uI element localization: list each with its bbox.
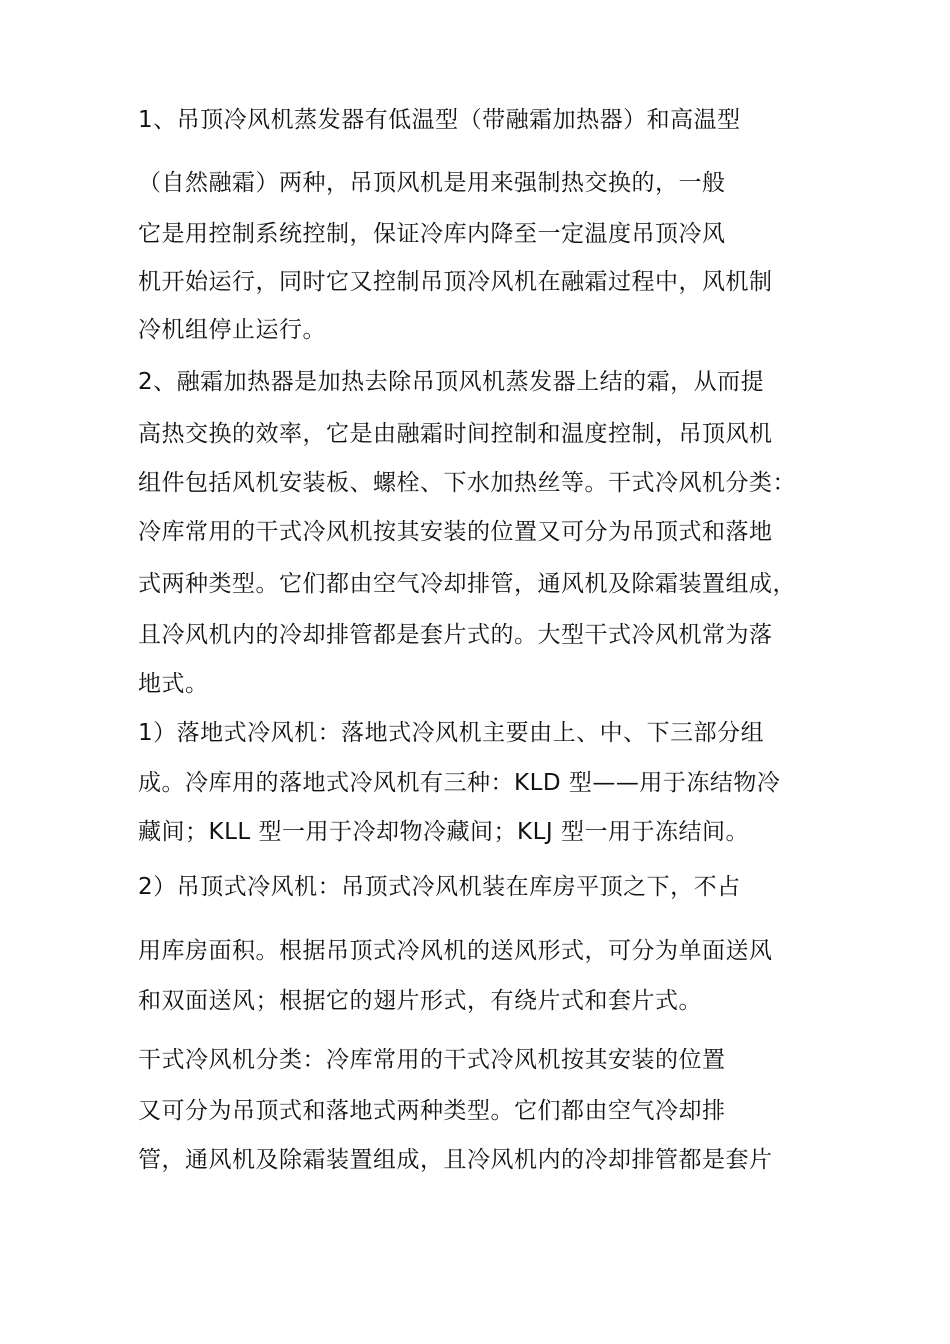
text-line-5: 冷机组停止运行。: [138, 317, 326, 343]
text-line-11: 且冷风机内的冷却排管都是套片式的。大型干式冷风机常为落: [138, 622, 773, 648]
text-line-9: 冷库常用的干式冷风机按其安装的位置又可分为吊顶式和落地: [138, 519, 773, 545]
text-line-10: 式两种类型。它们都由空气冷却排管，通风机及除霜装置组成，: [138, 571, 796, 597]
text-line-12: 地式。: [138, 671, 209, 697]
text-line-18: 和双面送风；根据它的翅片形式，有绕片式和套片式。: [138, 988, 702, 1014]
text-line-3: 它是用控制系统控制，保证冷库内降至一定温度吊顶冷风: [138, 221, 726, 247]
text-line-6: 2、融霜加热器是加热去除吊顶风机蒸发器上结的霜，从而提: [138, 369, 765, 395]
text-line-4: 机开始运行，同时它又控制吊顶冷风机在融霜过程中，风机制: [138, 269, 773, 295]
text-line-13: 1）落地式冷风机：落地式冷风机主要由上、中、下三部分组: [138, 720, 765, 746]
text-line-14: 成。冷库用的落地式冷风机有三种：KLD 型——用于冻结物冷: [138, 770, 781, 796]
text-line-7: 高热交换的效率，它是由融霜时间控制和温度控制，吊顶风机: [138, 421, 773, 447]
text-line-15: 藏间；KLL 型一用于冷却物冷藏间；KLJ 型一用于冻结间。: [138, 819, 750, 845]
text-line-17: 用库房面积。根据吊顶式冷风机的送风形式，可分为单面送风: [138, 938, 773, 964]
text-line-8: 组件包括风机安装板、螺栓、下水加热丝等。干式冷风机分类：: [138, 470, 796, 496]
text-line-20: 又可分为吊顶式和落地式两种类型。它们都由空气冷却排: [138, 1098, 726, 1124]
text-line-21: 管，通风机及除霜装置组成，且冷风机内的冷却排管都是套片: [138, 1147, 773, 1173]
text-line-2: （自然融霜）两种，吊顶风机是用来强制热交换的，一般: [138, 170, 726, 196]
text-line-16: 2）吊顶式冷风机：吊顶式冷风机装在库房平顶之下，不占: [138, 874, 741, 900]
text-line-1: 1、吊顶冷风机蒸发器有低温型（带融霜加热器）和高温型: [138, 107, 741, 133]
text-line-19: 干式冷风机分类：冷库常用的干式冷风机按其安装的位置: [138, 1047, 726, 1073]
